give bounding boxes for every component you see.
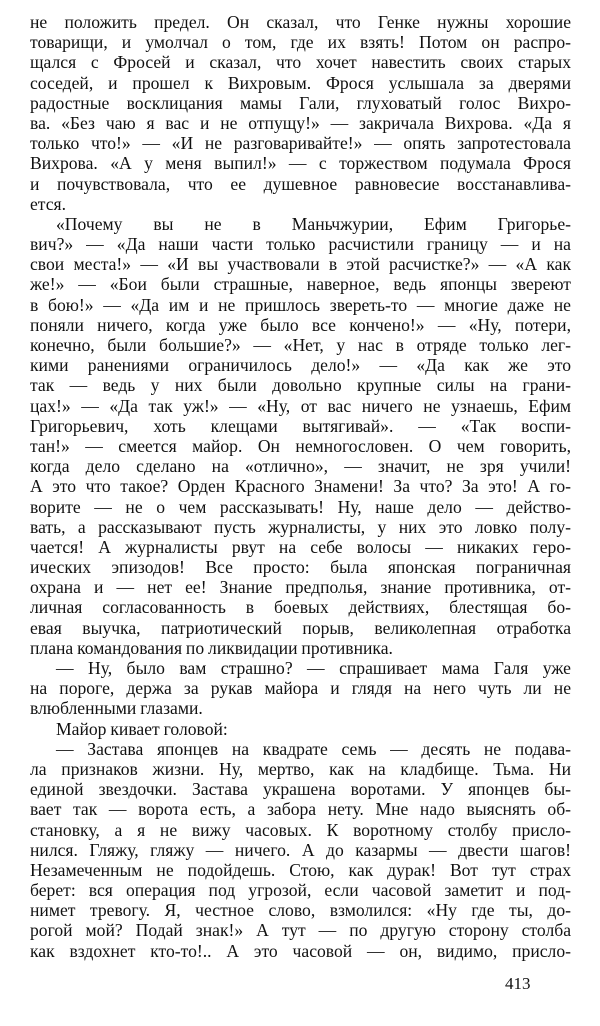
text-line: цах!» — «Да так уж!» — «Ну, от вас ничего не узнаешь, Ефим	[30, 395, 571, 416]
text-line: ических эпизодов! Все просто: была японская пограничная	[30, 557, 571, 578]
text-line: радостные восклицания мамы Гали, глуховатый голос Вихро-	[30, 92, 571, 113]
text-line: не положить предел. Он сказал, что Генке нужны хорошие	[30, 12, 571, 32]
text-line: чается! А журналисты рвут на себе волосы — никаких геро-	[30, 536, 571, 557]
text-line: евая выучка, патриотический порыв, великолепная отработка	[30, 617, 571, 638]
text-line: в бою!» — «Да им и не пришлось звереть-то — многие даже не	[30, 294, 571, 315]
text-line: вает так — ворота есть, а забора нету. Мне надо выяснять об-	[30, 799, 571, 820]
text-line: только что!» — «И не разговаривайте!» — опять запротестовала	[30, 133, 571, 154]
text-line: ла признаков жизни. Ну, мертво, как на кладбище. Тьма. Ни	[30, 758, 571, 779]
text-line: рогой мой? Подай знак!» А тут — по другую сторону столба	[30, 920, 571, 941]
text-line: становку, а я не вижу часовых. К воротному столбу присло-	[30, 819, 571, 840]
text-line: конечно, были большие?» — «Нет, у нас в отряде только лег-	[30, 335, 571, 355]
text-line: охрана и — нет ее! Знание предполья, знание противника, от-	[30, 577, 571, 598]
text-line: ва. «Без чаю я вас и не отпущу!» — закричала Вихрова. «Да я	[30, 112, 571, 133]
text-line: товарищи, и умолчал о том, где их взять! Потом он распро-	[30, 32, 571, 53]
text-line: щался с Фросей и сказал, что хочет навестить своих старых	[30, 52, 571, 73]
text-line: поняли ничего, когда уже было все кончено!» — «Ну, потери,	[30, 314, 571, 335]
text-line: нился. Гляжу, гляжу — ничего. А до казармы — двести шагов!	[30, 839, 571, 860]
text-line: соседей, и прошел к Вихровым. Фрося услышала за дверями	[30, 72, 571, 93]
text-line: так — ведь у них были довольно крупные силы на грани-	[30, 375, 571, 396]
text-line: единой звездочки. Застава украшена воротами. У японцев бы-	[30, 779, 571, 800]
text-line: берет: вся операция под угрозой, если часовой заметит и под-	[30, 880, 571, 901]
text-line: «Почему вы не в Маньчжурии, Ефим Григорье-	[56, 213, 571, 234]
text-line: же!» — «Бои были страшные, наверное, ведь японцы звереют	[30, 274, 571, 295]
text-line: как вздохнет кто-то!.. А это часовой — он, видимо, присло-	[30, 940, 571, 961]
text-line: А это что такое? Орден Красного Знамени! За что? За это! А го-	[30, 476, 571, 497]
text-line: плана командования по ликвидации противника.	[30, 637, 393, 658]
text-line: ется.	[30, 193, 67, 214]
text-line: — Ну, было вам страшно? — спрашивает мама Галя уже	[56, 658, 571, 678]
text-line: влюбленными глазами.	[30, 698, 203, 719]
page-number: 413	[505, 974, 531, 993]
text-line: свои места!» — «И вы участвовали в этой расчистке?» — «А как	[30, 254, 571, 275]
text-line: ворите — не о чем рассказывать! Ну, наше дело — действо-	[30, 496, 571, 517]
text-line: Вихрова. «А у меня выпил!» — с торжеством подумала Фрося	[30, 153, 571, 174]
text-line: Незамеченным не подойдешь. Стою, как дурак! Вот тут страх	[30, 859, 571, 880]
text-line: Майор кивает головой:	[56, 718, 228, 739]
text-line: нимет тревогу. Я, честное слово, взмолился: «Ну где ты, до-	[30, 900, 571, 921]
text-line: тан!» — смеется майор. Он немногословен. О чем говорить,	[30, 435, 571, 456]
text-line: Григорьевич, хоть клещами вытягивай». — «Так воспи-	[30, 415, 571, 436]
text-line: вать, а рассказывают пусть журналисты, у них это ловко полу-	[30, 516, 571, 537]
text-line: личная согласованность в боевых действиях, блестящая бо-	[30, 597, 571, 618]
text-line: когда дело сделано на «отлично», — значит, не зря учили!	[30, 456, 571, 477]
text-line: на пороге, держа за рукав майора и глядя на него чуть ли не	[30, 678, 571, 699]
text-line: и почувствовала, что ее душевное равновесие восстанавлива-	[30, 173, 571, 194]
book-page-text	[30, 12, 571, 961]
text-line: кими ранениями ограничилось дело!» — «Да как же это	[30, 355, 571, 376]
text-line: — Застава японцев на квадрате семь — десять не подава-	[56, 738, 571, 759]
text-line: вич?» — «Да наши части только расчистили границу — и на	[30, 234, 571, 255]
